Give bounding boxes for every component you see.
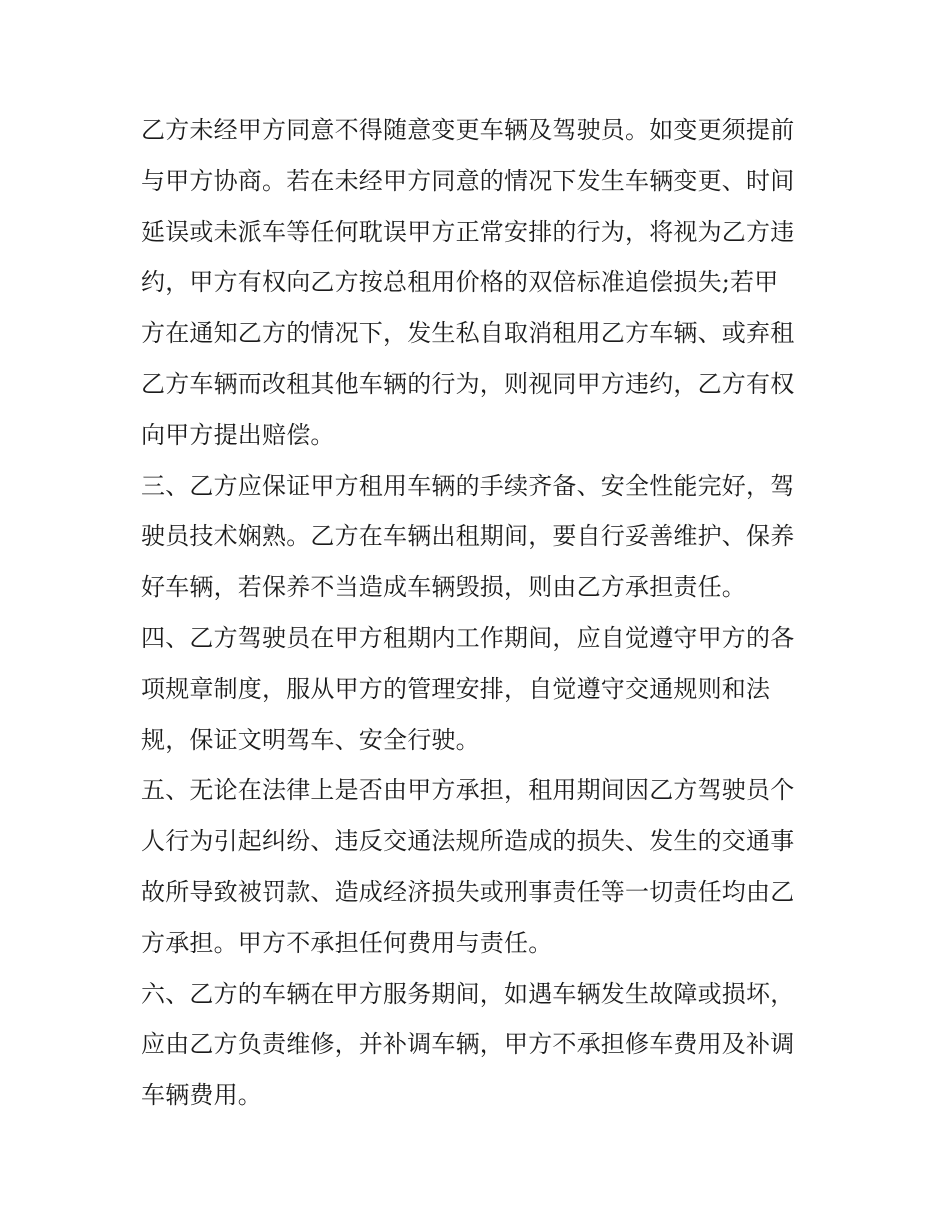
text-line: 应由乙方负责维修，并补调车辆，甲方不承担修车费用及补调 (141, 1030, 795, 1059)
clause-4-line: 四、乙方驾驶员在甲方租期内工作期间，应自觉遵守甲方的各 (141, 623, 795, 652)
clause-3-line: 三、乙方应保证甲方租用车辆的手续齐备、安全性能完好，驾 (141, 471, 795, 500)
text-line: 乙方未经甲方同意不得随意变更车辆及驾驶员。如变更须提前 (141, 116, 795, 144)
text-line: 与甲方协商。若在未经甲方同意的情况下发生车辆变更、时间 (141, 166, 795, 195)
text-line: 驶员技术娴熟。乙方在车辆出租期间，要自行妥善维护、保养 (141, 522, 795, 551)
text-line: 人行为引起纠纷、违反交通法规所造成的损失、发生的交通事 (141, 827, 795, 856)
text-line: 延误或未派车等任何耽误甲方正常安排的行为，将视为乙方违 (141, 217, 795, 246)
text-line: 乙方车辆而改租其他车辆的行为，则视同甲方违约，乙方有权 (141, 369, 795, 398)
text-line: 方在通知乙方的情况下，发生私自取消租用乙方车辆、或弃租 (141, 319, 795, 348)
text-line: 规，保证文明驾车、安全行驶。 (141, 725, 480, 754)
text-line: 项规章制度，服从甲方的管理安排，自觉遵守交通规则和法 (141, 674, 771, 703)
text-line: 方承担。甲方不承担任何费用与责任。 (141, 928, 553, 957)
text-line: 故所导致被罚款、造成经济损失或刑事责任等一切责任均由乙 (141, 877, 795, 906)
text-line: 好车辆，若保养不当造成车辆毁损，则由乙方承担责任。 (141, 573, 746, 602)
clause-6-line: 六、乙方的车辆在甲方服务期间，如遇车辆发生故障或损坏， (141, 979, 795, 1008)
document-body (141, 105, 813, 1121)
text-line: 车辆费用。 (141, 1081, 262, 1110)
text-line: 向甲方提出赔偿。 (141, 420, 335, 449)
clause-5-line: 五、无论在法律上是否由甲方承担，租用期间因乙方驾驶员个 (141, 776, 795, 805)
text-line: 约，甲方有权向乙方按总租用价格的双倍标准追偿损失;若甲 (141, 268, 779, 297)
